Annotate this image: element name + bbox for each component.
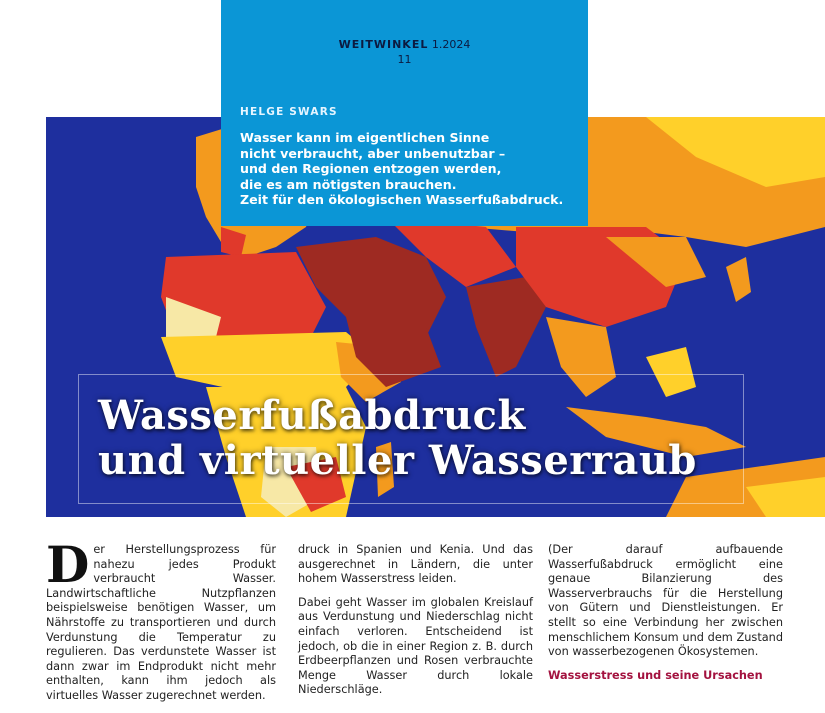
paragraph: (Der darauf aufbauende Wasserfußabdruck ermöglicht eine genaue Bilanzierung des Wasserverbrauchs für die Herstellung von Gütern und Dienstleistungen. Er stellt so eine Verbindung her zwischen menschlichem Konsum und dem Zustand von wasserbezogenen Ökosystemen. (548, 543, 783, 659)
paragraph (46, 535, 276, 704)
lead-text (240, 130, 585, 208)
lead-line: nicht verbraucht, aber unbenutzbar – (240, 145, 506, 161)
title-line-1: Wasserfußabdruck (98, 392, 526, 439)
header-box (221, 0, 588, 226)
lead-line: die es am nötigsten brauchen. (240, 176, 457, 192)
body-column-2 (298, 543, 533, 707)
masthead (221, 37, 588, 67)
section-subhead: Wasserstress und seine Ursachen (548, 668, 763, 682)
title-line-2: und virtueller Wasserraub (98, 437, 697, 484)
paragraph: druck in Spanien und Kenia. Und das ausgerechnet in Ländern, die unter hohem Wasserstress leiden. (298, 543, 533, 586)
article-title (98, 393, 697, 483)
body-column-3 (548, 543, 783, 683)
page-number: 11 (397, 53, 412, 66)
lead-line: Wasser kann im eigentlichen Sinne (240, 130, 490, 145)
issue-number: 1.2024 (431, 38, 471, 51)
paragraph-text: er Herstellungsprozess für nahezu jedes Produkt verbraucht Wasser. Landwirtschaftliche Nutzpflanzen beispielsweise benötigen Wasser, um Nährstoffe zu transportieren und durch Verdunstung die Temperatur zu regulieren. Das verdunstete Wasser ist dann zwar im Endprodukt nicht mehr enthalten, kann ihm jedoch als virtuelles Wasser zugerechnet werden. (46, 543, 276, 702)
body-column-1 (46, 535, 276, 713)
dropcap: D (46, 535, 90, 594)
lead-line: und den Regionen entzogen werden, (240, 161, 502, 176)
paragraph: Dabei geht Wasser im globalen Kreislauf aus Verdunstung und Niederschlag nicht einfach verloren. Entscheidend ist jedoch, ob die in einer Region z. B. durch Erdbeerpflanzen und Rosen verbrauchte Menge Wasser durch lokale Niederschläge. (298, 595, 533, 697)
lead-line: Zeit für den ökologischen Wasserfußabdruck. (240, 192, 564, 207)
author-name: HELGE SWARS (240, 106, 338, 118)
magazine-name: WEITWINKEL (338, 38, 429, 51)
